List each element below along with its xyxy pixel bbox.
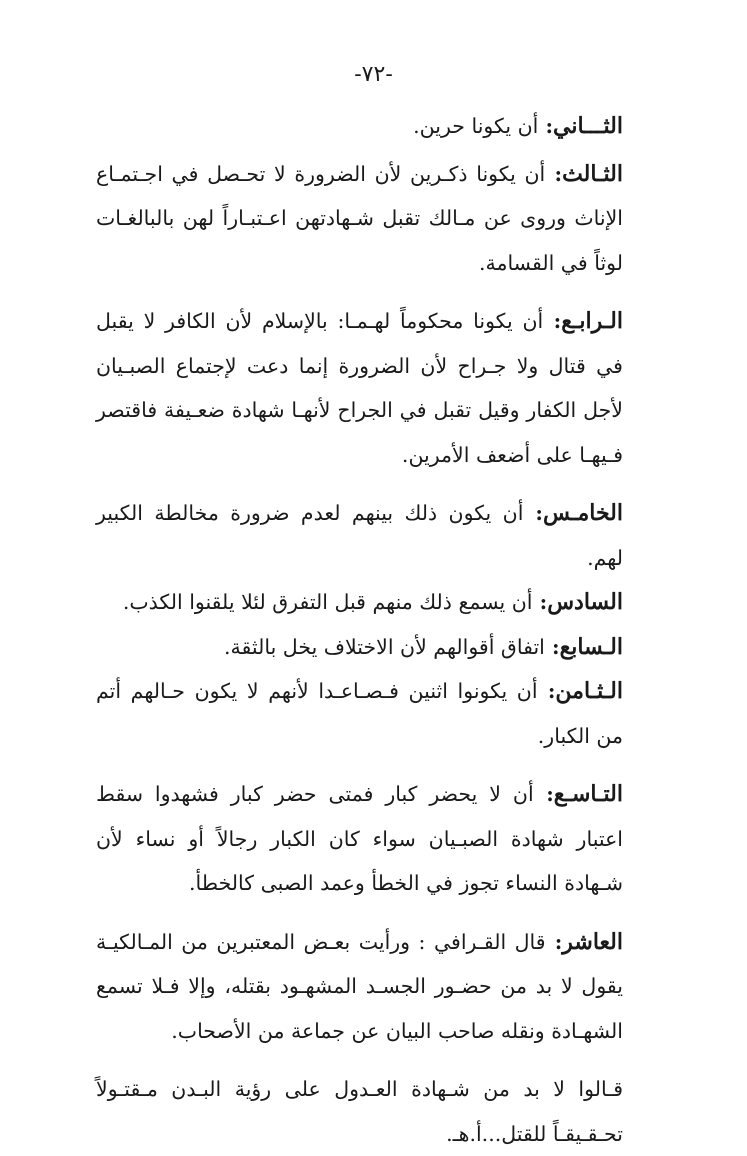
paragraph-second: الثـــاني: أن يكونا حرين. [413, 113, 623, 139]
paragraph-eighth: الـثـامن: أن يكونوا اثنين فـصـاعـدا لأنهم لا يكون حـالهم أتم من الكبار. [96, 678, 623, 748]
paragraph-text: أن يسمع ذلك منهم قبل التفرق لئلا يلقنوا الكذب. [122, 590, 533, 614]
paragraph-tenth: العاشر: قال القـرافي : ورأيت بعـض المعتبرين من المـالكيـة يقول لا بد من حضـور الجسـد المشهـود بقتله، وإلا فـلا تسمع الشهـادة ونقله صاحب البيان عن جماعة من الأصحاب. [96, 928, 623, 1043]
paragraph-text: أن يكون ذلك بينهم لعدم ضرورة مخالطة الكبير لهم. [96, 501, 623, 570]
heading-term: الـثـامن [555, 678, 623, 704]
heading-term: الخامـس [542, 500, 623, 526]
paragraph-text: اتفاق أقوالهم لأن الاختلاف يخل بالثقة. [224, 634, 545, 659]
heading-term: الثـــاني [553, 113, 623, 139]
heading-term: السادس [547, 589, 623, 615]
heading-term: الـسابع [559, 633, 623, 660]
paragraph-fifth: الخامـس: أن يكون ذلك بينهم لعدم ضرورة مخالطة الكبير لهم. [96, 500, 623, 570]
paragraph-third: الثـالث: أن يكونا ذكـرين لأن الضرورة لا تحـصل في اجـتمـاع الإناث وروى عن مـالك تقبل شـهادتهن اعـتبـاراً لهن بالبالغـات لوثاً في القسامة. [96, 160, 623, 275]
heading-term: الـرابـع [561, 308, 623, 334]
paragraph-fourth: الـرابـع: أن يكونا محكوماً لهـمـا: بالإسلام لأن الكافر لا يقبل في قتال ولا جـراح لأن الضرورة إنما دعت لإجتماع الصبـيان لأجل الكفار وقيل تقبل في الجراح لأنهـا شهادة ضعـيفة فاقتصر فـيهـا على أضعف الأمرين. [96, 308, 623, 467]
paragraph-ninth: التـاسـع: أن لا يحضر كبار فمتى حضر كبار فشهدوا سقط اعتبار شهادة الصبـيان سواء كان الكبار رجالاً أو نساء لأن شـهادة النساء تجوز في الخطأ وعمد الصبى كالخطأ. [96, 781, 623, 895]
closing-paragraph: قـالوا لا بد من شـهادة العـدول على رؤية البـدن مـقتـولاً تحـقـيقـاً للقتل...أ.هـ. [96, 1077, 623, 1146]
document-page [96, 0, 651, 1146]
paragraph-text: قال القـرافي : ورأيت بعـض المعتبرين من المـالكيـة يقول لا بد من حضـور الجسـد المشهـود بقتله، وإلا فـلا تسمع الشهـادة ونقله صاحب البيان عن جماعة من الأصحاب. [96, 929, 623, 1043]
paragraph-seventh: الـسابع: اتفاق أقوالهم لأن الاختلاف يخل بالثقة. [224, 633, 623, 660]
paragraph-text: أن لا يحضر كبار فمتى حضر كبار فشهدوا سقط اعتبار شهادة الصبـيان سواء كان الكبار رجالاً أو نساء لأن شـهادة النساء تجوز في الخطأ وعمد الصبى كالخطأ. [96, 782, 623, 895]
paragraph-text: أن يكونوا اثنين فـصـاعـدا لأنهم لا يكون حـالهم أتم من الكبار. [96, 679, 623, 748]
paragraph-text: أن يكونا ذكـرين لأن الضرورة لا تحـصل في اجـتمـاع الإناث وروى عن مـالك تقبل شـهادتهن اعـتبـاراً لهن بالبالغـات لوثاً في القسامة. [96, 161, 623, 275]
heading-term: الثـالث [562, 160, 623, 187]
paragraph-text: أن يكونا حرين. [413, 114, 539, 138]
page-number: -٧٢- [354, 62, 393, 87]
paragraph-sixth: السادس: أن يسمع ذلك منهم قبل التفرق لئلا يلقنوا الكذب. [122, 589, 623, 615]
heading-term: العاشر [562, 928, 623, 955]
paragraph-text: أن يكونا محكوماً لهـمـا: بالإسلام لأن الكافر لا يقبل في قتال ولا جـراح لأن الضرورة إنما دعت لإجتماع الصبـيان لأجل الكفار وقيل تقبل في الجراح لأنهـا شهادة ضعـيفة فاقتصر فـيهـا على أضعف الأمرين. [96, 309, 623, 467]
heading-term: التـاسـع [553, 781, 623, 807]
body-text [96, 104, 651, 1156]
